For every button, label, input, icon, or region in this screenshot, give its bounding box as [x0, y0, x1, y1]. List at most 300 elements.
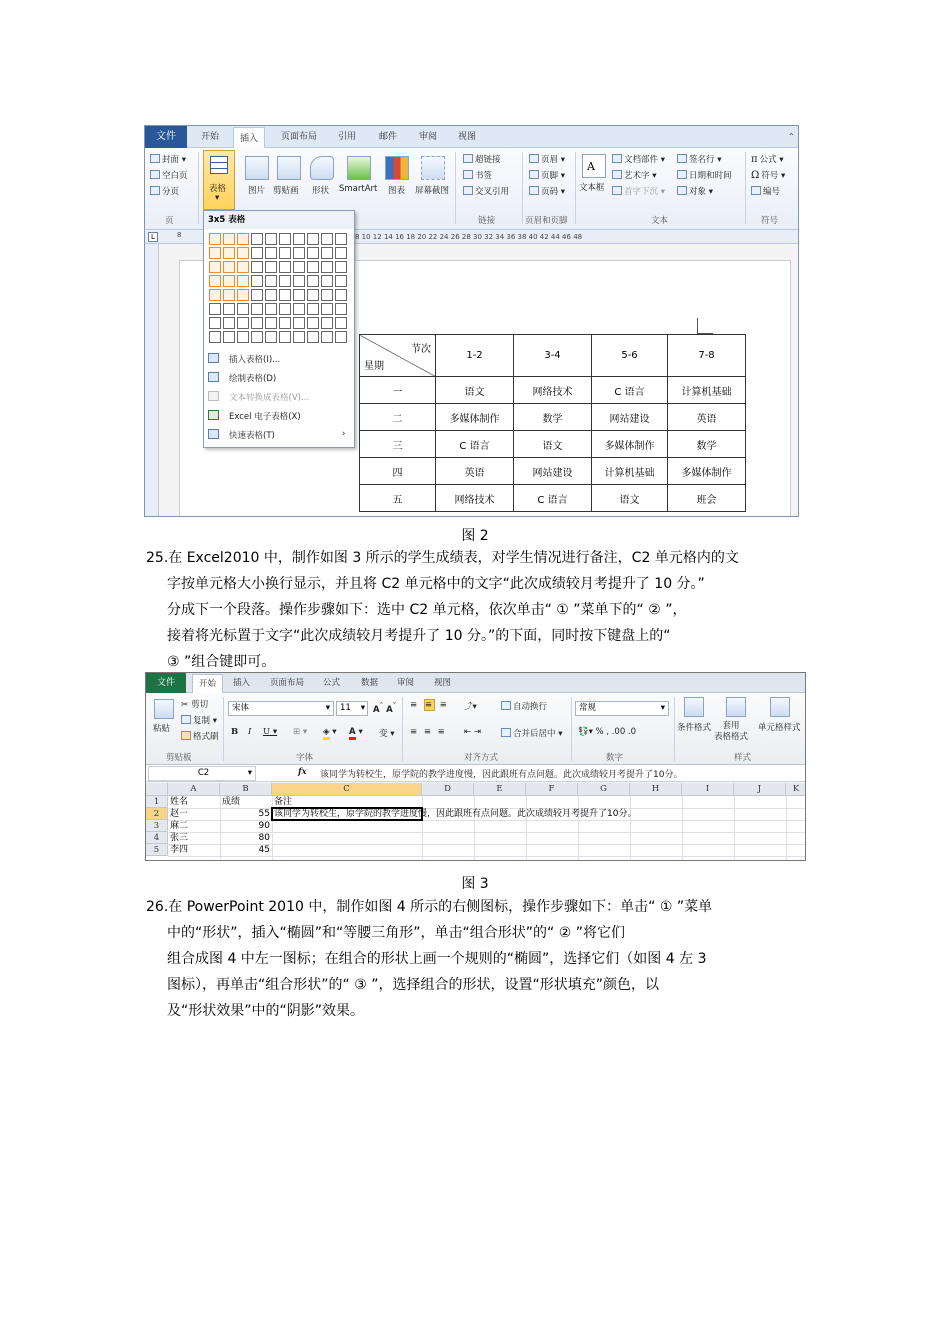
smartart-icon: [347, 156, 371, 180]
brush-icon: [181, 731, 191, 740]
copy-button[interactable]: 复制 ▾: [181, 714, 217, 726]
grid-cell[interactable]: [279, 233, 291, 245]
table-cell[interactable]: 英语: [436, 458, 514, 485]
table-cell[interactable]: 班会: [668, 485, 746, 512]
cover-page-button[interactable]: 封面 ▾: [150, 153, 186, 165]
grid-cell[interactable]: [321, 289, 333, 301]
grid-cell[interactable]: [307, 233, 319, 245]
grid-cell[interactable]: [321, 233, 333, 245]
table-button[interactable]: 表格 ▾: [203, 150, 235, 210]
tab-view[interactable]: 视图: [458, 132, 477, 142]
tab-selector-icon[interactable]: L: [148, 232, 158, 242]
table-cell[interactable]: 多媒体制作: [436, 404, 514, 431]
text-cursor: [697, 318, 698, 334]
grid-cell[interactable]: [251, 247, 263, 259]
cell-c1[interactable]: 备注: [274, 797, 293, 807]
cell-a4[interactable]: 张三: [170, 833, 189, 843]
vertical-ruler[interactable]: [145, 244, 159, 517]
table-cell[interactable]: 四: [360, 458, 436, 485]
grid-cell[interactable]: [279, 331, 291, 343]
convert-icon: [208, 391, 219, 401]
ruler-numbers: 8 10 12 14 16 18 20 22 24 26 28 30 32 34 36 38 40 42 44 46 48: [355, 233, 583, 241]
grid-cell[interactable]: [321, 275, 333, 287]
worksheet-grid[interactable]: [146, 783, 806, 861]
separator: [674, 697, 675, 761]
table-row: [360, 377, 746, 404]
excel-spreadsheet-menu-item[interactable]: Excel 电子表格(X): [208, 410, 301, 422]
textbox-icon: A: [582, 154, 606, 178]
grid-cell[interactable]: [223, 233, 235, 245]
font-name-select[interactable]: 宋体 ▾: [228, 701, 334, 716]
cell-b1[interactable]: 成绩: [222, 797, 241, 807]
table-cell[interactable]: 语文: [592, 485, 668, 512]
font-size-select[interactable]: 11 ▾: [336, 701, 368, 716]
grid-cell[interactable]: [251, 289, 263, 301]
grid-cell[interactable]: [335, 289, 347, 301]
fill-color-icon[interactable]: ◈ ▾: [323, 727, 337, 737]
group-pages-label: 页: [165, 216, 174, 226]
table-cell[interactable]: 多媒体制作: [668, 458, 746, 485]
group-links-label: 链接: [478, 216, 496, 226]
grid-cell[interactable]: [223, 289, 235, 301]
grid-cell[interactable]: [279, 289, 291, 301]
grid-cell[interactable]: [265, 247, 277, 259]
table-cell[interactable]: 网站建设: [592, 404, 668, 431]
grid-cell[interactable]: [209, 247, 221, 259]
grid-cell[interactable]: [293, 247, 305, 259]
separator: [575, 152, 576, 224]
grid-cell[interactable]: [223, 317, 235, 329]
quick-parts-icon: [612, 154, 622, 163]
separator: [198, 152, 199, 224]
wordart-icon: [612, 170, 622, 179]
grid-cell[interactable]: [321, 247, 333, 259]
cross-reference-icon: [463, 186, 473, 195]
grid-cell[interactable]: [251, 261, 263, 273]
table-cell[interactable]: C 语言: [514, 485, 592, 512]
grid-cell[interactable]: [265, 303, 277, 315]
column-header[interactable]: K: [786, 783, 806, 796]
grid-cell[interactable]: [335, 275, 347, 287]
separator: [571, 697, 572, 761]
pi-icon: π: [751, 154, 758, 165]
group-font-label: 字体: [296, 753, 314, 763]
grid-cell[interactable]: [237, 247, 249, 259]
table-cell[interactable]: 三: [360, 431, 436, 458]
grid-cell[interactable]: [251, 303, 263, 315]
bookmark-icon: [463, 170, 473, 179]
grid-cell[interactable]: [279, 275, 291, 287]
date-time-button[interactable]: 日期和时间: [677, 169, 732, 181]
ribbon-collapse-icon[interactable]: ⌃: [788, 132, 795, 141]
table-row: [360, 458, 746, 485]
italic-icon[interactable]: I: [248, 727, 252, 737]
grid-cell[interactable]: [209, 303, 221, 315]
cell-b5[interactable]: 45: [258, 845, 270, 855]
q25-line-3: 分成下一个段落。操作步骤如下：选中 C2 单元格，依次单击“ ① ”菜单下的“ ② ”，: [167, 602, 687, 618]
page-break-button[interactable]: 分页: [150, 185, 179, 197]
column-header[interactable]: I: [682, 783, 734, 796]
tab-references[interactable]: 引用: [338, 132, 357, 142]
cell-b3[interactable]: 90: [258, 821, 270, 831]
screenshot-button[interactable]: 屏幕截图: [415, 186, 450, 196]
page-number-icon: [529, 186, 539, 195]
grid-cell[interactable]: [265, 233, 277, 245]
q26-line-1: 26.在 PowerPoint 2010 中，制作如图 4 所示的右侧图标，操作步骤如下：单击“ ① ”菜单: [146, 899, 713, 915]
tab-view[interactable]: 视图: [434, 678, 452, 688]
grid-cell[interactable]: [251, 331, 263, 343]
tab-review[interactable]: 审阅: [397, 678, 415, 688]
horizontal-align-icons[interactable]: ≡ ≡ ≡: [410, 727, 447, 737]
timetable: [359, 334, 746, 512]
grow-font-icon[interactable]: $A^ˆ$ $A^ˇ$: [373, 701, 397, 715]
table-row: [360, 485, 746, 512]
paste-icon: [154, 699, 174, 719]
name-box[interactable]: C2 ▾: [148, 766, 256, 781]
table-cell[interactable]: 英语: [668, 404, 746, 431]
grid-cell[interactable]: [237, 289, 249, 301]
ribbon-tabs: [146, 673, 806, 693]
grid-cell[interactable]: [293, 261, 305, 273]
tab-file[interactable]: 文件: [146, 673, 186, 693]
tab-review[interactable]: 审阅: [419, 132, 438, 142]
grid-cell[interactable]: [307, 331, 319, 343]
grid-cell[interactable]: [223, 303, 235, 315]
fx-icon[interactable]: fx: [298, 767, 307, 777]
grid-cell[interactable]: [251, 275, 263, 287]
corner-top-label: 节次: [411, 344, 431, 355]
grid-cell[interactable]: [223, 275, 235, 287]
insert-table-menu-item[interactable]: 插入表格(I)...: [208, 353, 280, 365]
cell-styles-icon: [770, 697, 790, 717]
chevron-down-icon: ▾: [215, 193, 220, 203]
tab-insert[interactable]: 插入: [233, 678, 251, 688]
screenshot-icon: [421, 156, 445, 180]
conditional-format-button[interactable]: 条件格式: [677, 723, 712, 733]
grid-cell[interactable]: [279, 303, 291, 315]
grid-cell[interactable]: [293, 233, 305, 245]
table-cell[interactable]: 网络技术: [436, 485, 514, 512]
active-cell-border: [271, 807, 423, 821]
number-format-select[interactable]: 常规 ▾: [575, 701, 669, 716]
row-header[interactable]: 1: [146, 796, 168, 808]
wrap-text-button[interactable]: 自动换行: [501, 700, 547, 712]
grid-cell[interactable]: [279, 317, 291, 329]
cell-a2[interactable]: 赵一: [170, 809, 189, 819]
cell-b2[interactable]: 55: [258, 809, 270, 819]
table-cell[interactable]: 7-8: [668, 335, 746, 377]
grid-cell[interactable]: [251, 317, 263, 329]
grid-cell[interactable]: [223, 247, 235, 259]
hyperlink-icon: [463, 154, 473, 163]
table-cell[interactable]: 计算机基础: [592, 458, 668, 485]
table-cell[interactable]: 5-6: [592, 335, 668, 377]
q25-line-5: ③ ”组合键即可。: [167, 654, 276, 670]
shapes-button[interactable]: 形状: [312, 186, 330, 196]
tab-formulas[interactable]: 公式: [323, 678, 341, 688]
grid-cell[interactable]: [265, 317, 277, 329]
select-all-corner[interactable]: [146, 783, 168, 796]
object-icon: [677, 186, 687, 195]
cross-reference-button[interactable]: 交叉引用: [463, 185, 509, 197]
number-format-icons[interactable]: 💱▾ % , .00 .0: [578, 727, 637, 737]
merge-icon: [501, 728, 511, 737]
grid-cell[interactable]: [279, 247, 291, 259]
chevron-down-icon: ▾: [360, 703, 365, 713]
picture-button[interactable]: 图片: [248, 186, 266, 196]
table-cell[interactable]: 数学: [668, 431, 746, 458]
grid-cell[interactable]: [209, 289, 221, 301]
column-header[interactable]: C: [272, 783, 422, 796]
group-alignment-label: 对齐方式: [464, 753, 499, 763]
group-header-footer-label: 页眉和页脚: [525, 216, 568, 226]
table-cell[interactable]: C 语言: [592, 377, 668, 404]
column-header[interactable]: J: [734, 783, 786, 796]
tab-page-layout[interactable]: 页面布局: [281, 132, 318, 142]
signature-line-icon: [677, 154, 687, 163]
formula-input[interactable]: 该同学为转校生，原学院的教学进度慢，因此跟班有点问题。此次成绩较月考提升了10分。: [320, 770, 683, 780]
column-header[interactable]: E: [474, 783, 526, 796]
grid-cell[interactable]: [307, 247, 319, 259]
grid-cell[interactable]: [307, 275, 319, 287]
grid-cell[interactable]: [237, 261, 249, 273]
orientation-icon[interactable]: ⤴▾: [464, 702, 477, 712]
table-cell[interactable]: 多媒体制作: [592, 431, 668, 458]
shapes-icon: [310, 156, 334, 180]
equation-button[interactable]: π 公式 ▾: [751, 154, 784, 165]
grid-cell[interactable]: [307, 289, 319, 301]
quick-parts-button[interactable]: 文档部件 ▾: [612, 153, 665, 165]
textbox-button[interactable]: 文本框: [579, 183, 605, 193]
hyperlink-button[interactable]: 超链接: [463, 153, 501, 165]
grid-cell[interactable]: [279, 261, 291, 273]
grid-cell[interactable]: [293, 303, 305, 315]
object-button[interactable]: 对象 ▾: [677, 185, 713, 197]
chevron-down-icon: ▾: [660, 703, 665, 713]
column-header[interactable]: G: [578, 783, 630, 796]
chart-button[interactable]: 图表: [388, 186, 406, 196]
grid-cell[interactable]: [335, 303, 347, 315]
picture-icon: [245, 156, 269, 180]
separator: [402, 697, 403, 761]
convert-text-to-table-menu-item: 文本转换成表格(V)...: [208, 391, 309, 403]
row-header[interactable]: 5: [146, 844, 168, 856]
group-number-label: 数字: [606, 753, 624, 763]
grid-cell[interactable]: [209, 317, 221, 329]
grid-cell[interactable]: [265, 275, 277, 287]
grid-cell[interactable]: [321, 331, 333, 343]
format-painter-button[interactable]: 格式刷: [181, 730, 219, 742]
grid-cell[interactable]: [307, 261, 319, 273]
cell-a3[interactable]: 麻二: [170, 821, 189, 831]
figure-3-excel-screenshot: [145, 672, 806, 861]
q26-line-4: 图标），再单击“组合形状”的“ ③ ”，选择组合的形状，设置“形状填充”颜色，以: [167, 977, 659, 993]
column-header[interactable]: B: [220, 783, 272, 796]
table-cell[interactable]: 语文: [514, 431, 592, 458]
grid-cell[interactable]: [321, 303, 333, 315]
scissors-icon: ✂: [181, 700, 189, 710]
grid-cell[interactable]: [307, 317, 319, 329]
page-number-button[interactable]: 页码 ▾: [529, 185, 565, 197]
merge-center-button[interactable]: 合并后居中 ▾: [501, 727, 562, 739]
vertical-align-icons[interactable]: ≡ ≡ ≡: [410, 700, 449, 710]
numbering-icon: [751, 186, 761, 195]
tab-mailings[interactable]: 邮件: [379, 132, 398, 142]
group-symbols-label: 符号: [761, 216, 779, 226]
grid-cell[interactable]: [293, 275, 305, 287]
header-button[interactable]: 页眉 ▾: [529, 153, 565, 165]
row-header[interactable]: 4: [146, 832, 168, 844]
table-cell[interactable]: 二: [360, 404, 436, 431]
cell-a1[interactable]: 姓名: [170, 797, 189, 807]
column-header[interactable]: H: [630, 783, 682, 796]
paste-button[interactable]: 粘贴: [153, 724, 171, 734]
conditional-format-icon: [684, 697, 704, 717]
table-cell[interactable]: 五: [360, 485, 436, 512]
grid-cell[interactable]: [251, 233, 263, 245]
cut-button[interactable]: ✂ 剪切: [181, 700, 209, 710]
table-cell[interactable]: 网络技术: [514, 377, 592, 404]
formula-bar: [146, 765, 806, 782]
signature-line-button[interactable]: 签名行 ▾: [677, 153, 721, 165]
table-row: [360, 404, 746, 431]
group-styles-label: 样式: [734, 753, 752, 763]
indent-icons[interactable]: ⇤ ⇥: [464, 727, 481, 737]
grid-cell[interactable]: [265, 261, 277, 273]
quick-tables-menu-item[interactable]: 快速表格(T) ›: [208, 429, 275, 441]
table-row: [360, 335, 746, 377]
grid-cell[interactable]: [293, 317, 305, 329]
grid-cell[interactable]: [335, 317, 347, 329]
column-header[interactable]: A: [168, 783, 220, 796]
row-header[interactable]: 3: [146, 820, 168, 832]
separator: [455, 152, 456, 224]
grid-cell[interactable]: [209, 261, 221, 273]
grid-cell[interactable]: [293, 331, 305, 343]
grid-cell[interactable]: [307, 303, 319, 315]
table-cell[interactable]: 数学: [514, 404, 592, 431]
q25-line-2: 字按单元格大小换行显示，并且将 C2 单元格中的文字“此次成绩较月考提升了 10 分。”: [167, 576, 705, 592]
table-cell[interactable]: 3-4: [514, 335, 592, 377]
symbol-button[interactable]: Ω 符号 ▾: [751, 170, 786, 181]
grid-cell[interactable]: [237, 331, 249, 343]
cell-c2[interactable]: 该同学为转校生，原学院的教学进度慢，因此跟班有点问题。此次成绩较月考提升了10分。: [274, 809, 637, 819]
grid-cell[interactable]: [293, 289, 305, 301]
diagonal-header-cell[interactable]: [360, 335, 436, 377]
date-time-icon: [677, 170, 687, 179]
grid-cell[interactable]: [223, 331, 235, 343]
footer-button[interactable]: 页脚 ▾: [529, 169, 565, 181]
q26-line-2: 中的“形状”，插入“椭圆”和“等腰三角形”，单击“组合形状”的“ ② ”将它们: [167, 925, 625, 941]
column-header[interactable]: F: [526, 783, 578, 796]
tab-file[interactable]: 文件: [145, 126, 187, 148]
page-break-icon: [150, 186, 160, 195]
quick-tables-icon: [208, 429, 219, 439]
bold-icon[interactable]: B: [231, 727, 239, 737]
copy-icon: [181, 715, 191, 724]
q26-line-3: 组合成图 4 中左一图标；在组合的形状上画一个规则的“椭圆”，选择它们（如图 4 左 3: [167, 951, 707, 967]
tab-data[interactable]: 数据: [361, 678, 379, 688]
row-header[interactable]: 2: [146, 808, 168, 820]
grid-cell[interactable]: [265, 289, 277, 301]
cell-a5[interactable]: 李四: [170, 845, 189, 855]
figure-2-caption: 图 2: [461, 528, 489, 544]
tab-insert[interactable]: 插入: [233, 127, 265, 149]
clip-art-button[interactable]: 剪贴画: [273, 186, 299, 196]
table-cell[interactable]: 计算机基础: [668, 377, 746, 404]
table-cell[interactable]: C 语言: [436, 431, 514, 458]
table-cell[interactable]: 一: [360, 377, 436, 404]
horizontal-ruler[interactable]: L 8 8 10 12 14 16 18 20 22 24 26 28 30 32 34 36 38 40 42 44 46 48: [145, 230, 799, 244]
table-cell[interactable]: 1-2: [436, 335, 514, 377]
grid-cell[interactable]: [321, 317, 333, 329]
grid-cell[interactable]: [335, 331, 347, 343]
grid-cell[interactable]: [321, 261, 333, 273]
table-cell[interactable]: 网站建设: [514, 458, 592, 485]
table-cell[interactable]: 语文: [436, 377, 514, 404]
tab-page-layout[interactable]: 页面布局: [270, 678, 305, 688]
numbering-button[interactable]: 编号: [751, 185, 780, 197]
borders-icon[interactable]: ⊞ ▾: [293, 727, 308, 737]
grid-cell[interactable]: [237, 303, 249, 315]
table-row: [360, 431, 746, 458]
column-header[interactable]: D: [422, 783, 474, 796]
table-size-grid[interactable]: [208, 232, 348, 344]
grid-cell[interactable]: [335, 261, 347, 273]
grid-size-label: 3x5 表格: [204, 211, 354, 229]
grid-cell[interactable]: [209, 331, 221, 343]
corner-bottom-label: 星期: [364, 361, 384, 372]
figure-2-word-screenshot: [144, 125, 799, 517]
grid-cell[interactable]: [335, 247, 347, 259]
underline-icon[interactable]: U ▾: [263, 727, 278, 737]
header-icon: [529, 154, 539, 163]
font-color-icon[interactable]: A ▾: [349, 727, 363, 737]
group-text-label: 文本: [651, 216, 669, 226]
drop-cap-button[interactable]: 首字下沉 ▾: [612, 185, 665, 197]
grid-cell[interactable]: [237, 275, 249, 287]
grid-cell[interactable]: [237, 233, 249, 245]
draw-table-menu-item[interactable]: 绘制表格(D): [208, 372, 276, 384]
format-as-table-icon: [726, 697, 746, 717]
tab-home[interactable]: 开始: [192, 674, 223, 693]
grid-cell[interactable]: [209, 233, 221, 245]
cover-page-icon: [150, 154, 160, 163]
cell-b4[interactable]: 80: [258, 833, 270, 843]
separator: [745, 152, 746, 224]
chevron-down-icon: ▾: [247, 768, 252, 778]
cell-styles-button[interactable]: 单元格样式: [758, 723, 801, 733]
pencil-icon: [208, 372, 219, 382]
clip-art-icon: [277, 156, 301, 180]
format-as-table-button[interactable]: 套用 表格格式: [714, 721, 749, 742]
grid-cell[interactable]: [265, 331, 277, 343]
grid-cell[interactable]: [335, 233, 347, 245]
smartart-button[interactable]: SmartArt: [339, 184, 378, 194]
omega-icon: Ω: [751, 170, 760, 181]
excel-icon: [208, 410, 219, 420]
wordart-button[interactable]: 艺术字 ▾: [612, 169, 656, 181]
grid-cell[interactable]: [209, 275, 221, 287]
phonetic-icon[interactable]: 变 ▾: [379, 729, 395, 739]
figure-3-caption: 图 3: [461, 876, 489, 892]
grid-cell[interactable]: [223, 261, 235, 273]
grid-cell[interactable]: [237, 317, 249, 329]
blank-page-button[interactable]: 空白页: [150, 169, 188, 181]
bookmark-button[interactable]: 书签: [463, 169, 492, 181]
tab-home[interactable]: 开始: [201, 132, 220, 142]
insert-table-icon: [208, 353, 219, 363]
